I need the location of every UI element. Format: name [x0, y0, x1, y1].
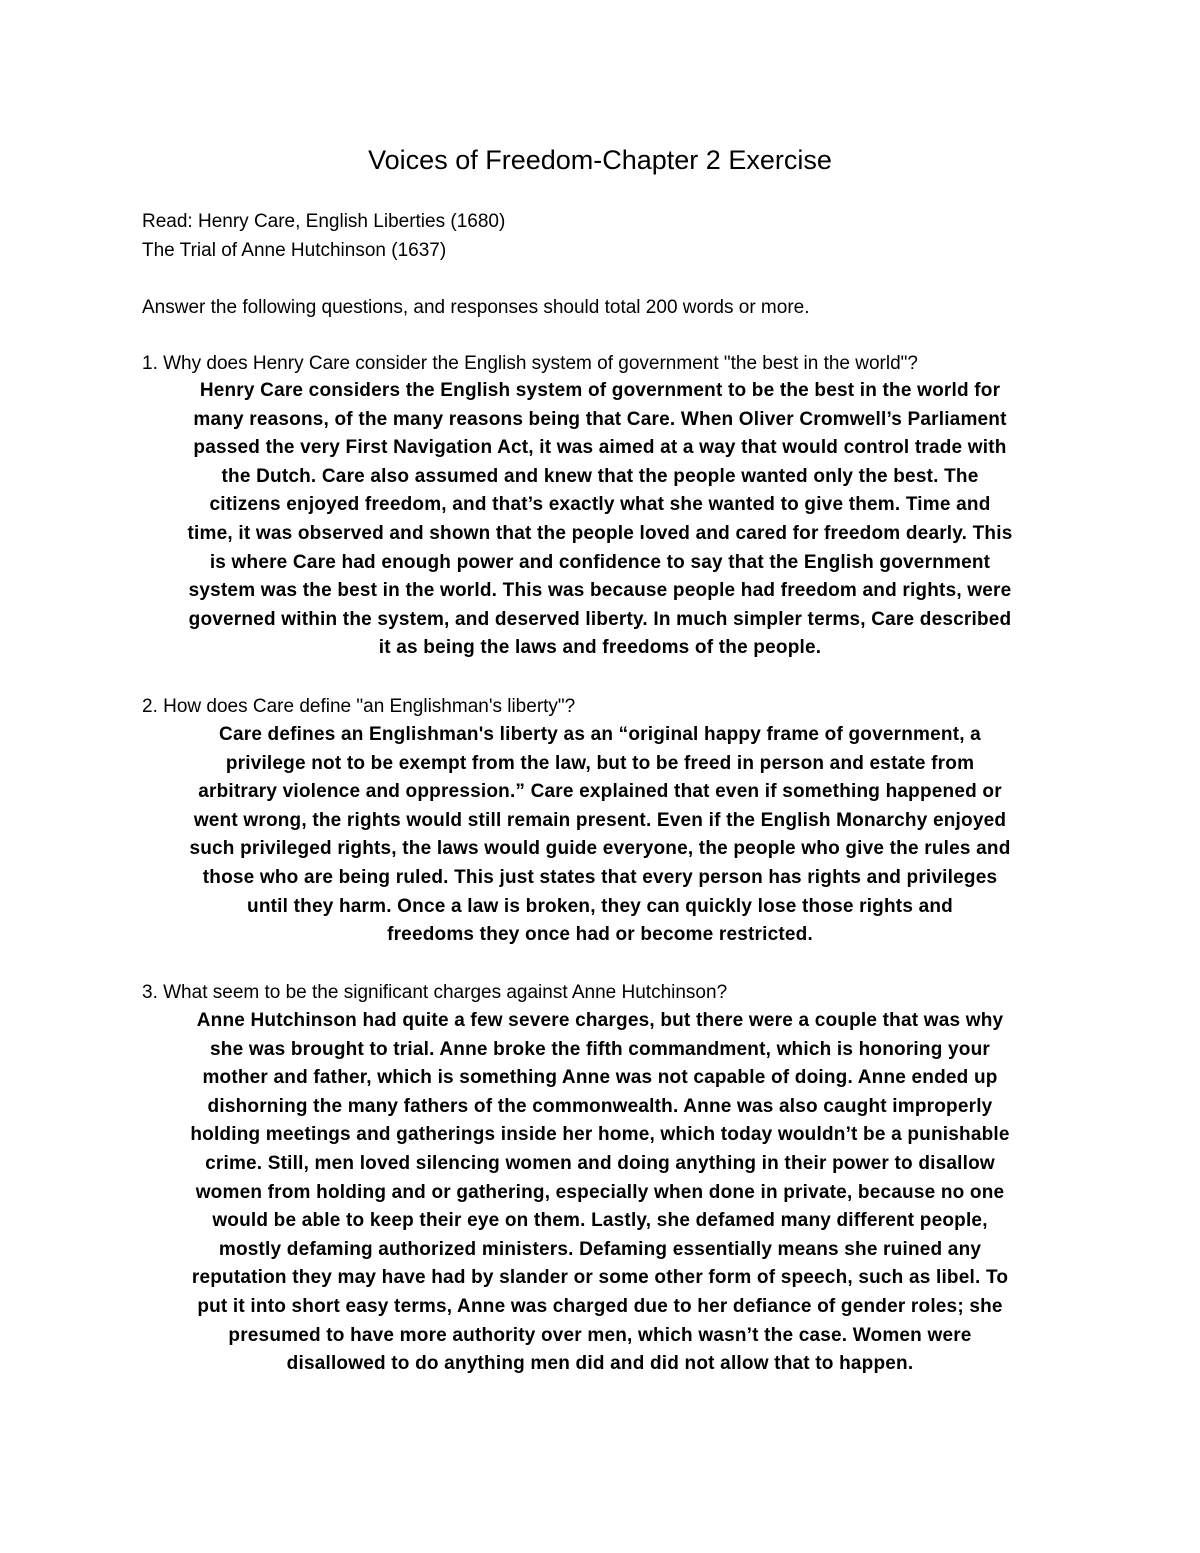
- answer-line: is where Care had enough power and confidence to say that the English government: [209, 551, 991, 573]
- answer-line: women from holding and or gathering, especially when done in private, because no one: [195, 1181, 1005, 1203]
- reading-assignment-2: The Trial of Anne Hutchinson (1637): [142, 240, 447, 261]
- answer-line: mother and father, which is something Anne was not capable of doing. Anne ended up: [202, 1067, 998, 1089]
- answer-line: Care defines an Englishman's liberty as an “original happy frame of government, a: [219, 724, 981, 745]
- answer-2: [128, 721, 1072, 950]
- answer-line: system was the best in the world. This was because people had freedom and rights, were: [188, 580, 1012, 602]
- reading-assignment-1: Read: Henry Care, English Liberties (1680): [142, 211, 506, 232]
- question-1: 1. Why does Henry Care consider the English system of government "the best in the world"?: [142, 353, 918, 374]
- answer-line: such privileged rights, the laws would guide everyone, the people who give the rules and: [189, 838, 1011, 860]
- answer-line: Henry Care considers the English system of government to be the best in the world for: [199, 380, 1001, 401]
- answer-line: dishorning the many fathers of the commonwealth. Anne was also caught improperly: [207, 1095, 993, 1117]
- answer-line: citizens enjoyed freedom, and that’s exactly what she wanted to give them. Time and: [209, 494, 991, 516]
- answer-line: Anne Hutchinson had quite a few severe charges, but there were a couple that was why: [196, 1010, 1004, 1031]
- answer-line: many reasons, of the many reasons being that Care. When Oliver Cromwell’s Parliament: [193, 408, 1007, 430]
- answer-line: privilege not to be exempt from the law, but to be freed in person and estate from: [225, 752, 975, 774]
- answer-line: she was brought to trial. Anne broke the fifth commandment, which is honoring your: [210, 1038, 990, 1060]
- answer-line: would be able to keep their eye on them. Lastly, she defamed many different people,: [212, 1210, 988, 1232]
- answer-3: [128, 1007, 1072, 1379]
- answer-line: reputation they may have had by slander or some other form of speech, such as libel. To: [191, 1267, 1009, 1289]
- answer-line: freedoms they once had or become restricted.: [387, 924, 813, 946]
- question-3: 3. What seem to be the significant charges against Anne Hutchinson?: [142, 982, 728, 1003]
- answer-line: those who are being ruled. This just states that every person has rights and privileges: [202, 866, 998, 888]
- answer-line: passed the very First Navigation Act, it was aimed at a way that would control trade with: [193, 437, 1007, 459]
- answer-line: crime. Still, men loved silencing women and doing anything in their power to disallow: [205, 1152, 995, 1174]
- answer-line: time, it was observed and shown that the people loved and cared for freedom dearly. This: [187, 522, 1013, 544]
- document-title: Voices of Freedom-Chapter 2 Exercise: [368, 145, 832, 175]
- answer-line: presumed to have more authority over men, which wasn’t the case. Women were: [228, 1324, 972, 1346]
- answer-line: governed within the system, and deserved liberty. In much simpler terms, Care described: [188, 608, 1012, 630]
- answer-line: mostly defaming authorized ministers. Defaming essentially means she ruined any: [218, 1238, 982, 1260]
- answer-line: until they harm. Once a law is broken, they can quickly lose those rights and: [247, 895, 953, 917]
- question-2: 2. How does Care define "an Englishman's liberty"?: [142, 696, 576, 717]
- answer-line: went wrong, the rights would still remain present. Even if the English Monarchy enjoyed: [193, 809, 1007, 831]
- answer-1: [128, 377, 1072, 663]
- answer-line: it as being the laws and freedoms of the people.: [378, 637, 822, 659]
- instructions: Answer the following questions, and responses should total 200 words or more.: [142, 297, 810, 318]
- answer-line: arbitrary violence and oppression.” Care explained that even if something happened or: [198, 781, 1002, 803]
- answer-line: put it into short easy terms, Anne was charged due to her defiance of gender roles; she: [197, 1295, 1003, 1317]
- answer-line: the Dutch. Care also assumed and knew that the people wanted only the best. The: [221, 465, 979, 487]
- answer-line: holding meetings and gatherings inside her home, which today wouldn’t be a punishable: [190, 1124, 1010, 1146]
- answer-line: disallowed to do anything men did and did not allow that to happen.: [286, 1353, 914, 1375]
